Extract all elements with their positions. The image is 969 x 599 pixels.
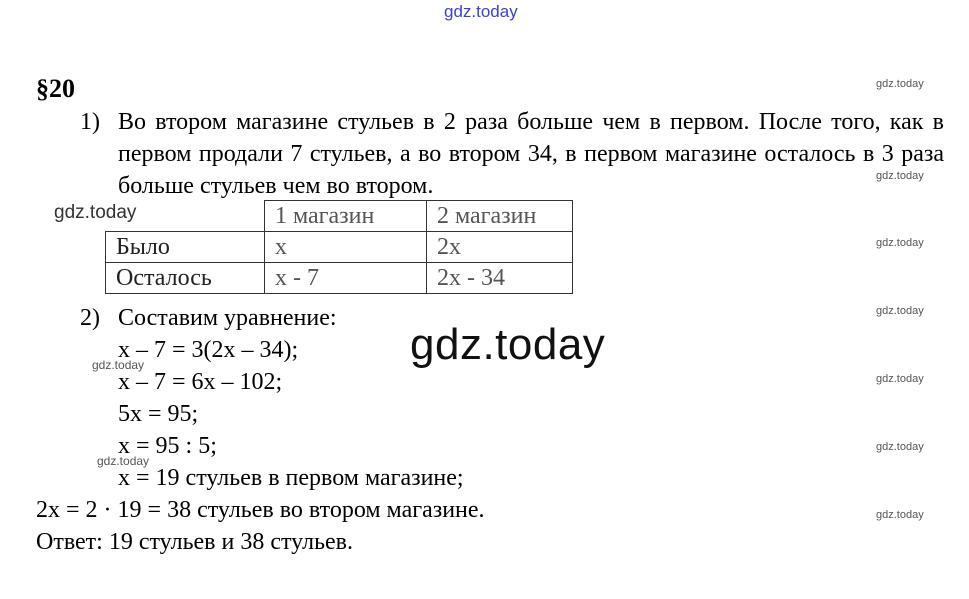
equation: 5x = 95; — [118, 401, 199, 427]
watermark-top: gdz.today — [444, 2, 518, 21]
watermark-small: gdz.today — [876, 305, 924, 317]
table-cell: Было — [106, 232, 265, 263]
watermark-small: gdz.today — [876, 441, 924, 453]
table-row — [106, 232, 573, 263]
section-heading: §20 — [36, 74, 75, 103]
table-header-cell: 1 магазин — [265, 201, 427, 232]
step2-number: 2) — [80, 305, 100, 331]
second-store-line: 2x = 2 · 19 = 38 стульев во втором магазине. — [36, 497, 485, 523]
step1-text: Во втором магазине стульев в 2 раза больше чем в первом. После того, как в первом продали 7 стульев, а во втором 34, в первом магазине осталось в 3 раза больше стульев чем во втором. — [118, 109, 944, 199]
equation: x = 19 стульев в первом магазине; — [118, 465, 464, 491]
table-cell: Осталось — [106, 263, 265, 294]
step1-number: 1) — [80, 109, 100, 135]
table-header-row — [106, 201, 573, 232]
watermark-small: gdz.today — [92, 358, 145, 372]
watermark-big: gdz.today — [410, 320, 606, 369]
equation: x = 95 : 5; — [118, 433, 217, 459]
table-cell: 2x - 34 — [427, 263, 573, 294]
answer-line: Ответ: 19 стульев и 38 стульев. — [36, 529, 354, 555]
data-table — [105, 200, 573, 294]
table-cell: x — [265, 232, 427, 263]
watermark-small: gdz.today — [876, 373, 924, 385]
step2-title: Составим уравнение: — [118, 305, 337, 331]
watermark-medium: gdz.today — [54, 202, 137, 223]
watermark-small: gdz.today — [876, 237, 924, 249]
watermark-small: gdz.today — [876, 509, 924, 521]
equation: x – 7 = 6x – 102; — [118, 369, 283, 395]
table-cell: x - 7 — [265, 263, 427, 294]
table-cell: 2x — [427, 232, 573, 263]
equation: x – 7 = 3(2x – 34); — [118, 337, 299, 363]
watermark-small: gdz.today — [876, 170, 924, 182]
table-header-cell: 2 магазин — [427, 201, 573, 232]
watermark-small: gdz.today — [876, 78, 924, 90]
watermark-small: gdz.today — [97, 454, 150, 468]
table-row — [106, 263, 573, 294]
